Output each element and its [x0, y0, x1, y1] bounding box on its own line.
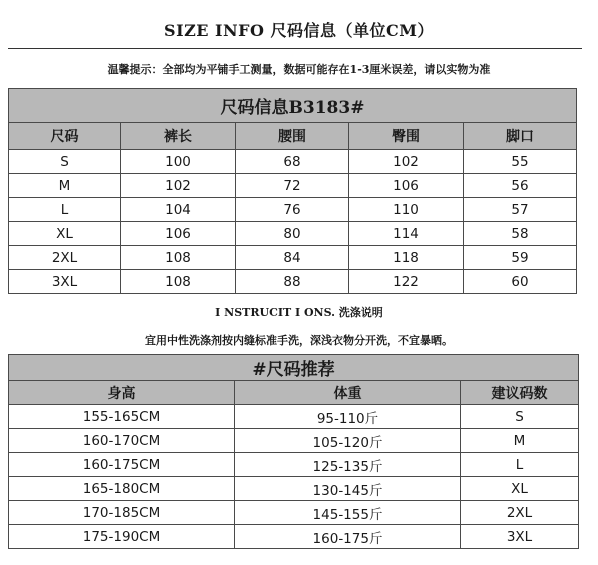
table-row: [9, 150, 577, 174]
column-header-recommended-size: 建议码数: [461, 381, 579, 405]
table-cell: 165-180CM: [9, 477, 235, 501]
table-cell: 106: [349, 174, 464, 198]
table-cell: 88: [236, 270, 349, 294]
table-row: [9, 246, 577, 270]
table-cell: 175-190CM: [9, 525, 235, 549]
table-cell: 60: [464, 270, 577, 294]
table-cell: XL: [9, 222, 121, 246]
table-cell: 105-120斤: [235, 429, 461, 453]
table-cell: L: [461, 453, 579, 477]
table-cell: 2XL: [461, 501, 579, 525]
table-cell: 155-165CM: [9, 405, 235, 429]
size-table-caption: 尺码信息B3183#: [9, 89, 577, 123]
table-row: [9, 174, 577, 198]
size-table-header-row: [9, 123, 577, 150]
table-cell: M: [9, 174, 121, 198]
table-cell: 76: [236, 198, 349, 222]
table-row: [9, 198, 577, 222]
table-row: [9, 525, 579, 549]
table-cell: XL: [461, 477, 579, 501]
instructions-title: I NSTRUCIT I ONS. 洗涤说明: [215, 306, 383, 319]
table-row: [9, 405, 579, 429]
table-cell: 84: [236, 246, 349, 270]
table-cell: 160-170CM: [9, 429, 235, 453]
table-cell: S: [461, 405, 579, 429]
table-cell: 102: [121, 174, 236, 198]
table-cell: 170-185CM: [9, 501, 235, 525]
table-cell: 3XL: [9, 270, 121, 294]
table-cell: 80: [236, 222, 349, 246]
column-header-waist: 腰围: [236, 123, 349, 150]
table-cell: M: [461, 429, 579, 453]
table-cell: 160-175CM: [9, 453, 235, 477]
table-cell: L: [9, 198, 121, 222]
size-table-caption-row: [9, 89, 577, 123]
table-row: [9, 453, 579, 477]
table-row: [9, 429, 579, 453]
table-cell: 108: [121, 246, 236, 270]
size-recommendation-table: [8, 354, 579, 549]
table-cell: 110: [349, 198, 464, 222]
table-cell: S: [9, 150, 121, 174]
table-cell: 102: [349, 150, 464, 174]
recommend-table-header-row: [9, 381, 579, 405]
table-cell: 95-110斤: [235, 405, 461, 429]
table-cell: 2XL: [9, 246, 121, 270]
table-cell: 125-135斤: [235, 453, 461, 477]
column-header-length: 裤长: [121, 123, 236, 150]
recommend-table-caption: #尺码推荐: [9, 355, 579, 381]
table-cell: 59: [464, 246, 577, 270]
table-cell: 100: [121, 150, 236, 174]
table-cell: 122: [349, 270, 464, 294]
column-header-height: 身高: [9, 381, 235, 405]
table-row: [9, 501, 579, 525]
table-cell: 57: [464, 198, 577, 222]
instructions-text: 宜用中性洗涤剂按内缝标准手洗，深浅衣物分开洗，不宜暴晒。: [145, 334, 453, 347]
table-cell: 130-145斤: [235, 477, 461, 501]
column-header-weight: 体重: [235, 381, 461, 405]
table-cell: 108: [121, 270, 236, 294]
size-info-table: [8, 88, 577, 294]
recommend-table-caption-row: [9, 355, 579, 381]
table-cell: 106: [121, 222, 236, 246]
table-cell: 72: [236, 174, 349, 198]
table-cell: 114: [349, 222, 464, 246]
table-cell: 3XL: [461, 525, 579, 549]
column-header-size: 尺码: [9, 123, 121, 150]
table-cell: 145-155斤: [235, 501, 461, 525]
table-cell: 68: [236, 150, 349, 174]
measurement-note: 温馨提示：全部均为平铺手工测量，数据可能存在1-3厘米误差，请以实物为准: [107, 63, 491, 76]
page-title: SIZE INFO 尺码信息（单位CM）: [164, 21, 434, 40]
column-header-leg-opening: 脚口: [464, 123, 577, 150]
table-row: [9, 270, 577, 294]
table-cell: 56: [464, 174, 577, 198]
table-cell: 118: [349, 246, 464, 270]
title-divider: [8, 48, 582, 49]
table-cell: 160-175斤: [235, 525, 461, 549]
table-cell: 55: [464, 150, 577, 174]
table-row: [9, 222, 577, 246]
table-row: [9, 477, 579, 501]
table-cell: 104: [121, 198, 236, 222]
table-cell: 58: [464, 222, 577, 246]
column-header-hip: 臀围: [349, 123, 464, 150]
